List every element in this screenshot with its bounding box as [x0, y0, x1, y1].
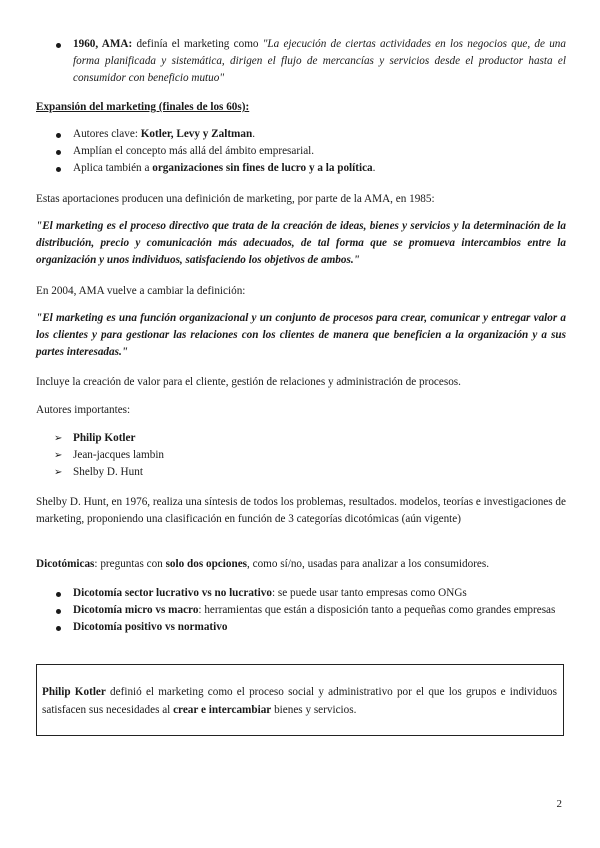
- box-text: [42, 683, 557, 719]
- quote-1985: "El marketing es el proceso directivo que trata de la creación de ideas, bienes y servicios y la determinación de la distribución, precio y comunicación más adecuados, de tal forma que se promueva intercambios entre la organización y unos individuos, satisfaciendo los objetivos de ambos.": [36, 220, 566, 267]
- paragraph-hunt: Shelby D. Hunt, en 1976, realiza una síntesis de todos los problemas, resultados. modelos, teorías e investigaciones de marketing, proponiendo una clasificación en función de 3 categorías dicotómicas (aún vigente): [36, 496, 566, 526]
- item-bold: Dicotomía sector lucrativo vs no lucrativo: [73, 587, 272, 599]
- intro-bold: 1960, AMA:: [73, 38, 133, 50]
- authors-list: [36, 430, 566, 482]
- item-bold: Dicotomía positivo vs normativo: [73, 621, 228, 634]
- author-name: Shelby D. Hunt: [73, 466, 143, 479]
- item-text: .: [252, 128, 255, 140]
- bullet-dot: [56, 150, 61, 155]
- item-text: : herramientas que están a disposición tanto a pequeñas como grandes empresas: [198, 604, 556, 617]
- list-item: [36, 619, 566, 636]
- paragraph-dicotomicas: [36, 556, 566, 573]
- intro-text: definía el marketing como: [132, 38, 263, 50]
- arrow-icon: ➢: [54, 450, 63, 462]
- dico-bold: Dicotómicas: [36, 558, 95, 570]
- item-bold: Dicotomía micro vs macro: [73, 604, 199, 617]
- bullet-dot: [56, 133, 61, 138]
- author-name: Philip Kotler: [73, 432, 136, 444]
- box-text-part: definió el marketing como el proceso social y administrativo por el que los grupos e individuos satisfacen sus necesidades al: [42, 686, 557, 716]
- list-item: [36, 602, 566, 619]
- item-bold: Kotler, Levy y Zaltman: [140, 128, 253, 140]
- list-item: [36, 585, 566, 602]
- item-text: Amplían el concepto más allá del ámbito empresarial.: [73, 145, 315, 158]
- item-text: Aplica también a: [73, 162, 153, 175]
- bullet-dot: [56, 592, 61, 597]
- item-text: : se puede usar tanto empresas como ONGs: [271, 587, 467, 599]
- bullet-dot: [56, 167, 61, 172]
- list-item: [36, 126, 566, 143]
- box-bold: crear e intercambiar: [173, 704, 272, 716]
- dico-text: , como sí/no, usadas para analizar a los consumidores.: [247, 558, 490, 570]
- section-heading: Expansión del marketing (finales de los 60s):: [36, 101, 250, 113]
- list-item: [36, 430, 566, 447]
- intro-quote: "La ejecución de ciertas actividades en los negocios que, de una forma planificada y sistemática, dirigen el flujo de mercancías y servicios desde el productor hasta el consumidor con beneficio mutuo": [73, 38, 566, 85]
- item-text: .: [372, 162, 376, 175]
- box-text-part: bienes y servicios.: [271, 704, 357, 716]
- box-bold: Philip Kotler: [42, 686, 106, 698]
- list-item: [36, 447, 566, 464]
- item-text: Autores clave:: [73, 128, 141, 140]
- kotler-definition-box: [36, 664, 564, 736]
- list-item: [36, 160, 566, 177]
- paragraph-2004: En 2004, AMA vuelve a cambiar la definición:: [36, 285, 246, 297]
- arrow-icon: ➢: [54, 433, 63, 444]
- author-name: Jean-jacques lambin: [73, 449, 165, 462]
- dico-text: : preguntas con: [94, 558, 166, 570]
- paragraph-1985: Estas aportaciones producen una definición de marketing, por parte de la AMA, en 1985:: [36, 193, 435, 205]
- intro-list: [36, 36, 566, 88]
- expansion-list: [36, 126, 566, 178]
- list-item: [36, 143, 566, 160]
- dicotomias-list: [36, 585, 566, 637]
- paragraph-incluye: Incluye la creación de valor para el cliente, gestión de relaciones y administración de procesos.: [36, 376, 461, 388]
- dico-bold: solo dos opciones: [165, 558, 248, 570]
- quote-2004: "El marketing es una función organizacional y un conjunto de procesos para crear, comunicar y entregar valor a los clientes y para gestionar las relaciones con los clientes de manera que beneficien a la organización y a sus partes interesadas.": [36, 312, 566, 359]
- arrow-icon: ➢: [54, 467, 63, 479]
- authors-label: Autores importantes:: [36, 404, 131, 416]
- list-item: [36, 36, 566, 88]
- bullet-dot: [56, 626, 61, 631]
- bullet-dot: [56, 43, 61, 48]
- bullet-dot: [56, 609, 61, 614]
- item-bold: organizaciones sin fines de lucro y a la política: [152, 162, 373, 175]
- page-number: 2: [556, 798, 562, 810]
- list-item: [36, 464, 566, 481]
